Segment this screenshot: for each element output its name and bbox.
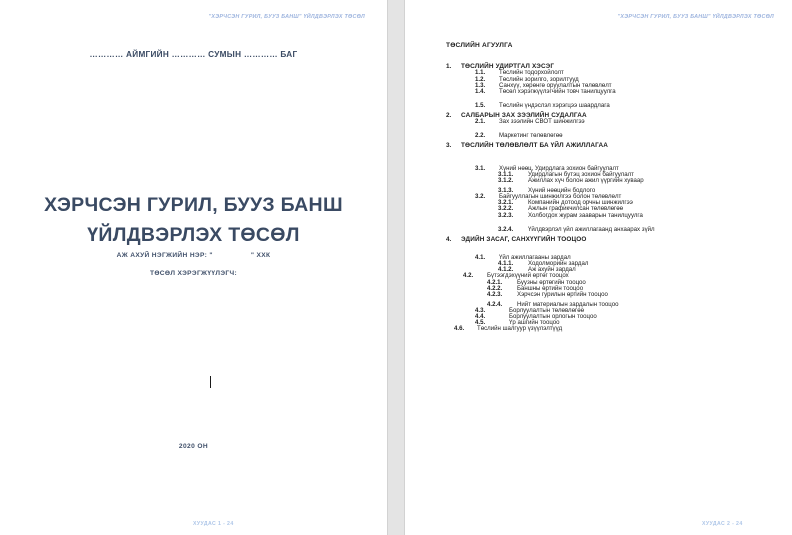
toc-entry-number: 4.2.3. — [487, 290, 503, 298]
toc-entry-label: Байгууллагын шинжилгээ болон төлөвлөлт — [499, 193, 622, 201]
running-header-right: "ХЭРЧСЭН ГУРИЛ, БУУЗ БАНШ" ҮЙЛДВЭРЛЭХ ТӨСӨЛ — [617, 14, 774, 20]
toc-entry-label: Ажлын графикчилсан төлөвлөгөө — [528, 205, 624, 213]
toc-entry-label: Хүний нөөц, Удирдлага зохион байгуулалт — [499, 164, 619, 172]
toc-entry-label: Удирдлагын бүтэц зохион байгуулалт — [528, 170, 634, 178]
toc-entry-number: 2.2. — [475, 132, 486, 140]
toc-entry-number: 3.1.3. — [498, 187, 514, 195]
running-header-left: "ХЭРЧСЭН ГУРИЛ, БУУЗ БАНШ" ҮЙЛДВЭРЛЭХ ТӨСӨЛ — [208, 14, 365, 20]
toc-entry-label: Төслийн тодорхойлолт — [499, 69, 564, 77]
page-title — [0, 190, 387, 250]
toc-entry-label: Аж ахуйн зардал — [528, 266, 576, 274]
toc-entry-label: САЛБАРЫН ЗАХ ЗЭЭЛИЙН СУДАЛГАА — [461, 111, 587, 119]
toc-entry-number: 4.2.1. — [487, 278, 503, 286]
toc-entry-number: 2.1. — [475, 118, 486, 126]
toc-entry-number: 4.2.4. — [487, 300, 503, 308]
toc-entry-label: Төслийн шалгуур үзүүлэлтүүд — [477, 325, 563, 333]
toc-list — [446, 60, 782, 332]
toc-entry-label: Борлуулалтын төлөвлөгөө — [509, 306, 584, 314]
toc-entry-label: Холбогдох журам зааварын танилцуулга — [528, 211, 643, 219]
organization-name-line — [0, 252, 387, 259]
toc-entry-number: 4.4. — [475, 312, 486, 320]
toc-entry-label: Хэрчсэн гурилын өртийн тооцоо — [517, 290, 608, 298]
toc-entry[interactable] — [446, 326, 782, 332]
toc-spacer — [446, 150, 782, 166]
toc-entry-label: Үйл ажиллагааны зардал — [499, 254, 571, 262]
page-title-line-2: ҮЙЛДВЭРЛЭХ ТӨСӨЛ — [87, 224, 300, 247]
toc-entry-number: 4.1.2. — [498, 266, 514, 274]
toc-entry-label: Ажиллах хүч болон ажил үүргийн хуваар — [528, 177, 644, 185]
toc-entry-label: Зах зээлийн СВОТ шинжилгээ — [499, 118, 585, 126]
toc-entry-label: Буузны өртөгийн тооцоо — [517, 278, 586, 286]
running-footer-right: ХУУДАС 2 - 24 — [702, 521, 743, 527]
toc-entry-number: 3.2.1. — [498, 199, 514, 207]
toc-entry-number: 4.1.1. — [498, 260, 514, 268]
toc-entry-number: 3.2.3. — [498, 211, 514, 219]
toc-entry-label: Төслийн үндэслэл хэрэгцээ шаардлага — [499, 101, 610, 109]
page-title-line-1: ХЭРЧСЭН ГУРИЛ, БУУЗ БАНШ — [44, 194, 343, 216]
toc-spacer — [446, 125, 782, 133]
toc-entry-number: 1.1. — [475, 69, 486, 77]
toc-entry-label: Маркетинг төлөвлөгөө — [499, 132, 563, 140]
toc-entry-number: 3. — [446, 142, 452, 150]
toc-entry-label: Төсөл хэрэгжүүлэгчийн товч танилцуулга — [499, 87, 616, 95]
toc-heading: ТӨСЛИЙН АГУУЛГА — [446, 42, 513, 49]
toc-entry-label: Хүний нөөцийн бодлого — [528, 187, 596, 195]
toc-entry-label: Үр ашгийн тооцоо — [509, 319, 560, 327]
toc-entry-number: 4.2. — [463, 272, 474, 280]
toc-entry-number: 3.2. — [475, 193, 486, 201]
toc-entry-number: 1. — [446, 63, 452, 70]
toc-entry-label: Компанийн дотоод орчны шинжилгээ — [528, 199, 633, 207]
organization-suffix: " ХХК — [250, 252, 271, 259]
toc-entry-number: 1.3. — [475, 81, 486, 89]
toc-entry-label: Баншны өртийн тооцоо — [517, 284, 584, 292]
toc-entry-number: 1.5. — [475, 101, 486, 109]
toc-spacer — [446, 95, 782, 103]
locus-line: ………… АЙМГИЙН ………… СУМЫН ………… БАГ — [89, 50, 298, 59]
organization-label: АЖ АХУЙ НЭГЖИЙН НЭР: " — [116, 252, 213, 259]
toc-entry-number: 1.2. — [475, 75, 486, 83]
table-of-contents — [446, 42, 782, 332]
toc-entry-label: ТӨСЛИЙН УДИРТГАЛ ХЭСЭГ — [461, 63, 555, 70]
toc-entry-number: 3.2.2. — [498, 205, 514, 213]
toc-entry-label: ЭДИЙН ЗАСАГ, САНХҮҮГИЙН ТООЦОО — [461, 235, 587, 243]
toc-entry-number: 2. — [446, 111, 452, 119]
page-separator-gap — [388, 0, 404, 535]
page-2-contents[interactable] — [404, 0, 792, 535]
toc-entry-number: 4.5. — [475, 319, 486, 327]
toc-entry-number: 3.1. — [475, 164, 486, 172]
page-1-title-page[interactable] — [0, 0, 388, 535]
toc-entry-label: Үйлдвэрлэл үйл ажиллагаанд анхаарах зүйл — [528, 225, 655, 233]
toc-entry-label: Ходолморийн зардал — [528, 260, 589, 268]
toc-entry-number: 4.6. — [454, 325, 465, 333]
toc-entry-label: Нийт материалын зардалын тооцоо — [517, 300, 619, 308]
toc-entry-label: ТӨСЛИЙН ТӨЛӨВЛӨЛТ БА ҮЙЛ АЖИЛЛАГАА — [461, 142, 609, 150]
toc-entry-label: Төслийн зорилго, зорилтууд — [499, 75, 579, 83]
toc-entry-number: 4.1. — [475, 254, 486, 262]
toc-entry-number: 4.2.2. — [487, 284, 503, 292]
toc-entry-label: Борлуулалтын орлогын тооцоо — [509, 312, 597, 320]
toc-entry-number: 3.2.4. — [498, 225, 514, 233]
year-line: 2020 ОН — [178, 443, 209, 450]
toc-entry-number: 1.4. — [475, 87, 486, 95]
toc-entry-number: 3.1.1. — [498, 170, 514, 178]
toc-entry-label: Санхүү, хөрөнгө оруулалтын төлөвлөлт — [499, 81, 612, 89]
toc-entry-label: Бүтээгдэхүүний өртөг тооцох — [487, 272, 569, 280]
toc-entry-number: 3.1.2. — [498, 177, 514, 185]
implementer-line: ТӨСӨЛ ХЭРЭГЖҮҮЛЭГЧ: — [149, 270, 238, 277]
running-footer-left: ХУУДАС 1 - 24 — [193, 521, 234, 527]
toc-spacer — [446, 243, 782, 255]
toc-entry-number: 4.3. — [475, 306, 486, 314]
toc-entry-number: 4. — [446, 235, 452, 243]
text-cursor — [210, 376, 211, 388]
